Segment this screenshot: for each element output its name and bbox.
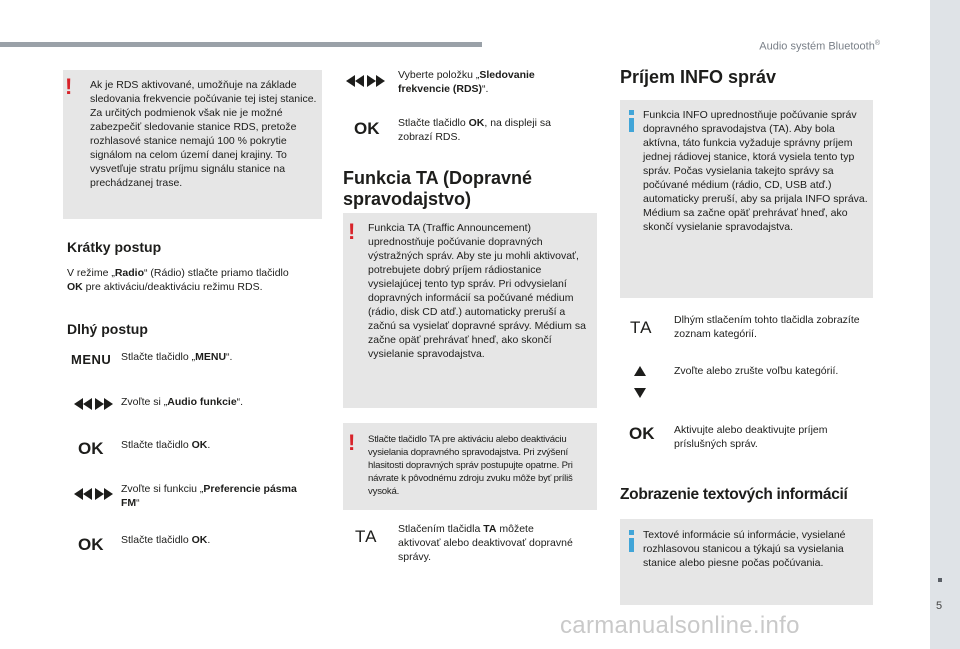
left-right-arrows-icon — [74, 398, 113, 410]
ok-icon: OK — [78, 439, 104, 458]
watermark: carmanualsonline.info — [560, 612, 800, 639]
ta-icon: TA — [355, 527, 378, 546]
info-box-text: Funkcia INFO uprednostňuje počúvanie správ dopravného spravodajstva (TA). Aby bola aktívna, táto funkcia vyžaduje správny príjem jednej rádiovej stanice, ktorá vysiela tento typ správ. Počas vysielania takejto správy sa počúvané médium (rádio, CD, USB atď.) automaticky preruší, aby sa prijala INFO správa. Médium sa začne opäť prehrávať hneď, ako skončí vysielanie spravodajstva. — [643, 109, 868, 233]
text-info-box-text: Textové informácie sú informácie, vysielané rozhlasovou stanicou a týkajú sa vysielania stanice alebo piesne počas počúvania. — [643, 529, 846, 569]
select-rds-text: Vyberte položku „Sledovanie frekvencie (RDS)“. — [398, 69, 535, 95]
step-5-text: Stlačte tlačidlo OK. — [121, 534, 211, 546]
text-info-section-title: Zobrazenie textových informácií — [620, 486, 848, 503]
select-categories-text: Zvoľte alebo zrušte voľbu kategórií. — [674, 365, 839, 377]
ta-toggle-text: Stlačením tlačidla TA môžete aktivovať alebo deaktivovať dopravné správy. — [398, 523, 573, 563]
side-band — [930, 0, 960, 649]
step-3-text: Stlačte tlačidlo OK. — [121, 439, 211, 451]
ok-icon: OK — [78, 535, 104, 554]
ok-icon: OK — [629, 424, 655, 443]
left-right-arrows-icon — [74, 488, 113, 500]
warning-icon: ! — [348, 430, 356, 455]
down-arrow-icon — [634, 388, 646, 398]
warning-icon: ! — [65, 74, 73, 99]
ta-volume-warning-text: Stlačte tlačidlo TA pre aktiváciu alebo deaktiváciu vysielania dopravného spravodajstva. Pri zvýšení hlasitosti dopravných správ postupujte opatrne. Pri návrate k pôvodnému zdroju zvuku môže byť príliš vysoká. — [368, 434, 573, 497]
step-1-text: Stlačte tlačidlo „MENU“. — [121, 351, 233, 363]
warning-icon: ! — [348, 219, 356, 244]
up-arrow-icon — [634, 366, 646, 376]
ta-long-press-text: Dlhým stlačením tohto tlačidla zobrazíte zoznam kategórií. — [674, 314, 860, 340]
press-ok-text: Stlačte tlačidlo OK, na displeji sa zobrazí RDS. — [398, 117, 551, 143]
ok-icon: OK — [354, 119, 380, 138]
page-marker — [938, 578, 942, 582]
header-title: Audio systém Bluetooth® — [759, 40, 880, 53]
step-2-text: Zvoľte si „Audio funkcie“. — [121, 396, 244, 408]
step-4-text: Zvoľte si funkciu „Preferencie pásma FM“ — [121, 483, 297, 509]
ta-icon: TA — [630, 318, 653, 337]
left-right-arrows-icon — [346, 75, 385, 87]
ta-warning-text: Funkcia TA (Traffic Announcement) uprednostňuje počúvanie dopravných výstražných správ. Aby ste ju mohli aktivovať, potrebujete dobrý príjem rádiostanice vysielajúcej tento typ správ. Pri odvysielaní dopravných informácií sa počúvané médium (rádio, disk CD atď.) automaticky preruší a začnú sa vysielať dopravné správy. Médium sa začne opäť prehrávať hneď, ako skončí vysielanie spravodajstva. — [368, 222, 586, 360]
header-bar — [0, 42, 482, 47]
info-icon — [629, 530, 634, 552]
menu-icon: MENU — [71, 352, 112, 367]
page-number: 5 — [936, 600, 943, 612]
info-icon — [629, 110, 634, 132]
short-procedure-text: V režime „Radio“ (Rádio) stlačte priamo tlačidlo OK pre aktiváciu/deaktiváciu režimu RDS. — [67, 267, 289, 293]
long-procedure-title: Dlhý postup — [67, 321, 148, 337]
info-section-title: Príjem INFO správ — [620, 67, 777, 87]
rds-warning-text: Ak je RDS aktivované, umožňuje na základe sledovania frekvencie počúvanie tej istej stanice. Za určitých podmienok však nie je možné zabezpečiť sledovanie stanice RDS, pretože rozhlasové stanice nemajú 100 % pokrytie signálom na celom území danej krajiny. To vysvetľuje stratu príjmu signálu stanice na prechádzanej trase. — [90, 79, 317, 189]
ta-section-title: Funkcia TA (Dopravné spravodajstvo) — [343, 168, 533, 209]
short-procedure-title: Krátky postup — [67, 239, 162, 255]
activate-info-text: Aktivujte alebo deaktivujte príjem príslušných správ. — [674, 424, 828, 450]
